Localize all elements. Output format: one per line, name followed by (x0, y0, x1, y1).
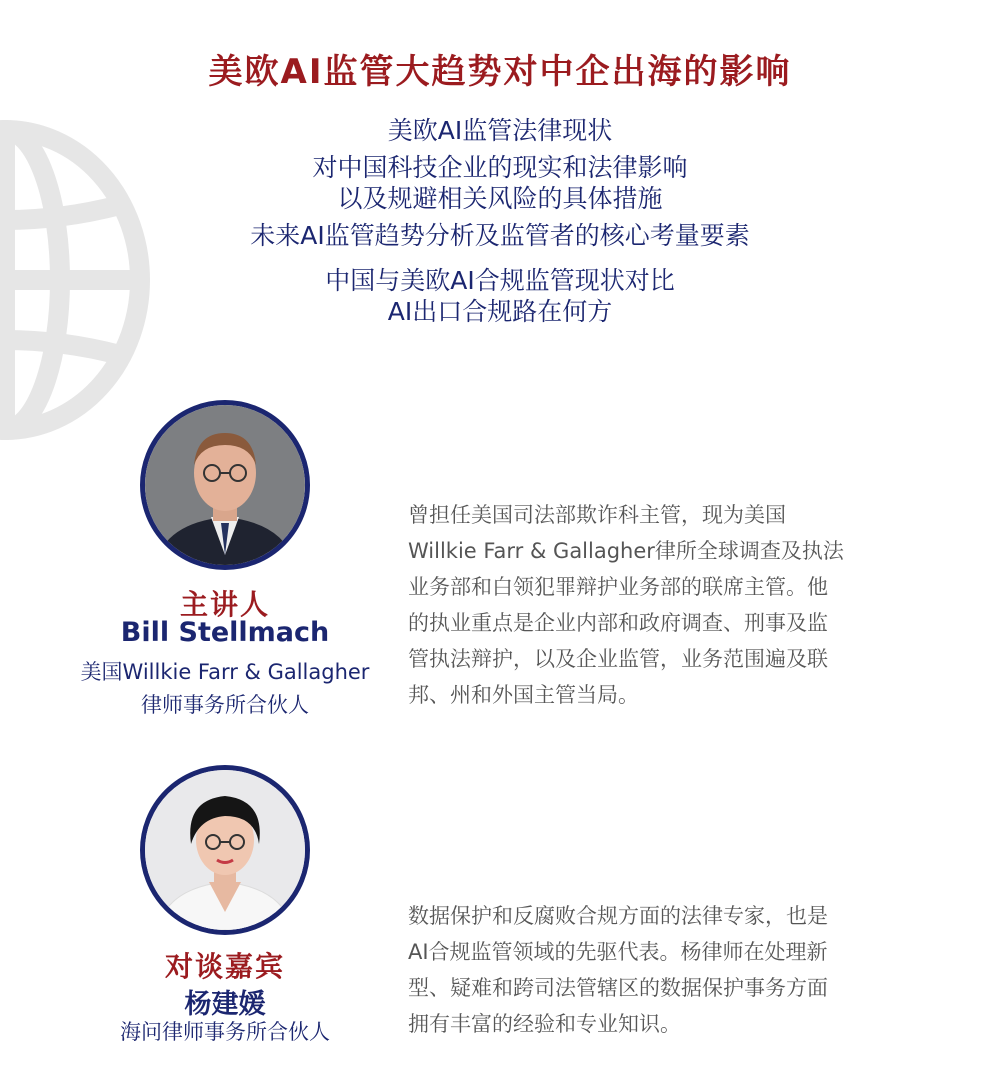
speaker-avatar (140, 400, 310, 570)
guest-role: 对谈嘉宾 (164, 950, 285, 983)
bio-line: 数据保护和反腐败合规方面的法律专家，也是 (408, 904, 828, 928)
topic-item: 中国与美欧AI合规监管现状对比 (325, 266, 675, 295)
topic-list (0, 115, 1000, 327)
bio-line: 业务部和白领犯罪辩护业务部的联席主管。他 (408, 575, 828, 599)
topic-item: 以及规避相关风险的具体措施 (337, 184, 663, 213)
bio-line: 管执法辩护，以及企业监管，业务范围遍及联 (408, 647, 828, 671)
topic-item: 未来AI监管趋势分析及监管者的核心考量要素 (250, 221, 750, 250)
person-portrait-icon (145, 770, 305, 930)
speaker-role: 主讲人 (179, 588, 270, 621)
guest-affiliation (0, 1016, 450, 1049)
bio-line: 曾担任美国司法部欺诈科主管，现为美国 (408, 503, 786, 527)
guest-bio (408, 898, 928, 1042)
affiliation-line: 海问律师事务所合伙人 (120, 1020, 330, 1044)
speaker-affiliation (0, 656, 450, 722)
bio-line: 邦、州和外国主管当局。 (408, 683, 639, 707)
guest-name: 杨建媛 (184, 989, 266, 1020)
bio-line: 型、疑难和跨司法管辖区的数据保护事务方面 (408, 976, 828, 1000)
topic-item: AI出口合规路在何方 (387, 297, 613, 326)
page-title: 美欧AI监管大趋势对中企出海的影响 (208, 52, 792, 92)
speaker-bio (408, 497, 928, 713)
bio-line: 的执业重点是企业内部和政府调查、刑事及监 (408, 611, 828, 635)
bio-line: 拥有丰富的经验和专业知识。 (408, 1012, 681, 1036)
affiliation-line: 律师事务所合伙人 (141, 693, 309, 717)
topic-item: 对中国科技企业的现实和法律影响 (312, 153, 688, 182)
person-portrait-icon (145, 405, 305, 565)
topic-item: 美欧AI监管法律现状 (387, 116, 613, 145)
bio-line: Willkie Farr & Gallagher律所全球调查及执法 (408, 539, 844, 563)
guest-avatar (140, 765, 310, 935)
bio-line: AI合规监管领域的先驱代表。杨律师在处理新 (408, 940, 828, 964)
speaker-name: Bill Stellmach (120, 617, 330, 648)
affiliation-line: 美国Willkie Farr & Gallagher (80, 660, 370, 684)
